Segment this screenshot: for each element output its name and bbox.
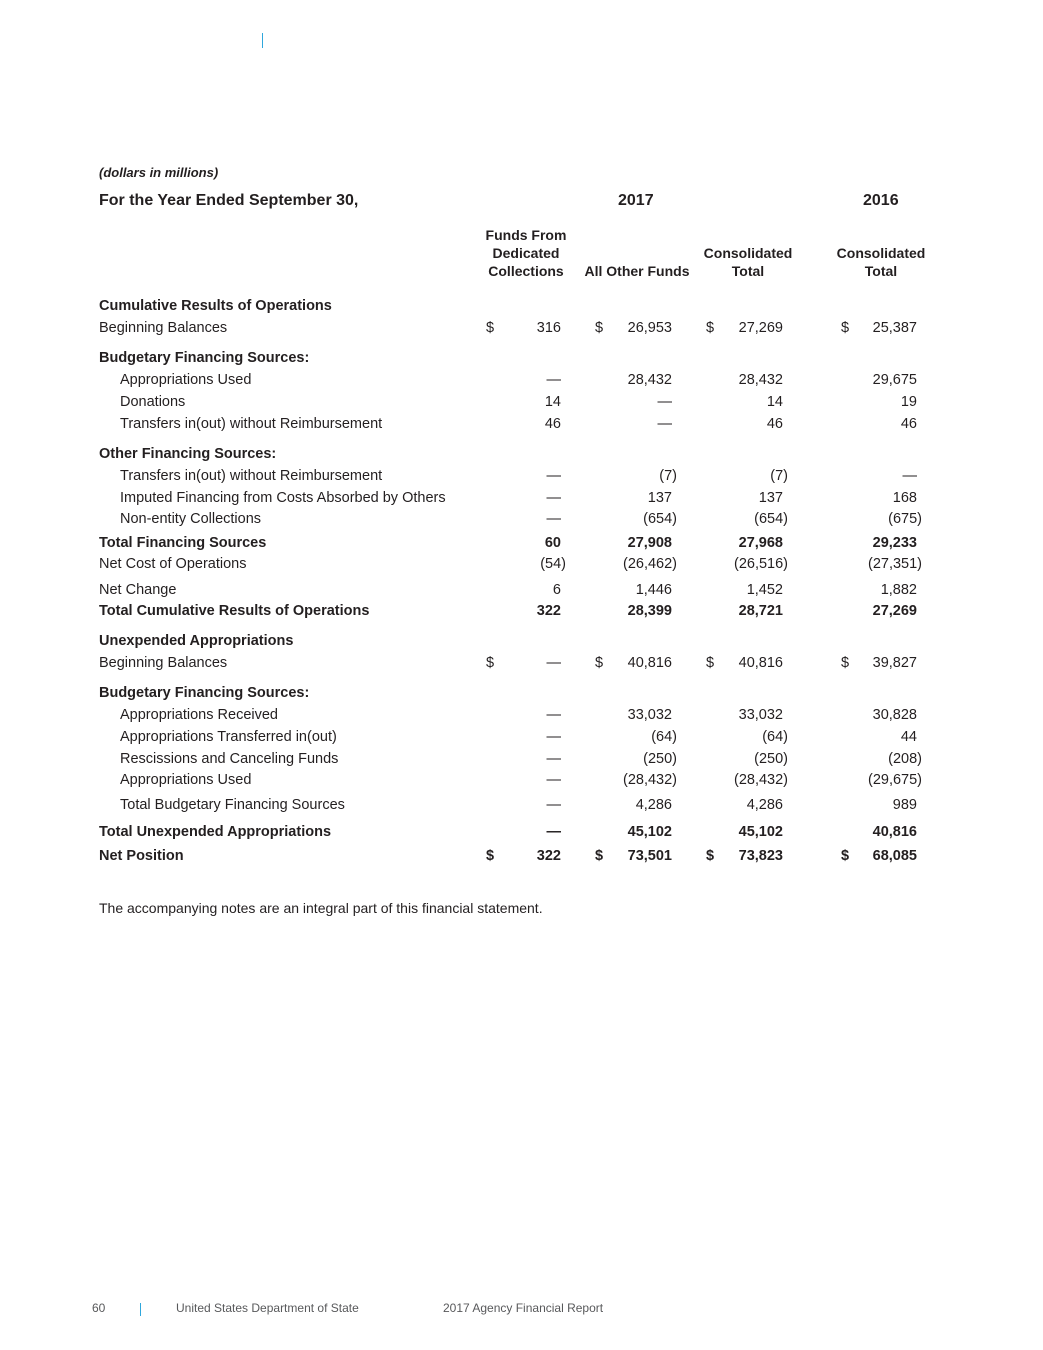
table-row: Non-entity Collections — (654) (654) (675) bbox=[120, 511, 922, 527]
table-row: Appropriations Received — 33,032 33,032 30,828 bbox=[120, 707, 917, 723]
table-row: Beginning Balances $ — $ 40,816 $ 40,816 $ 39,827 bbox=[99, 655, 917, 671]
units-label: (dollars in millions) bbox=[99, 165, 219, 180]
table-row: Appropriations Used — (28,432) (28,432) (29,675) bbox=[120, 772, 922, 788]
table-row: Beginning Balances $ 316 $ 26,953 $ 27,269 $ 25,387 bbox=[99, 320, 917, 336]
footer-divider bbox=[140, 1303, 141, 1316]
section-heading-budgetary-financing: Budgetary Financing Sources: bbox=[99, 685, 310, 701]
table-row-total: Total Unexpended Appropriations — 45,102 45,102 40,816 bbox=[99, 824, 917, 840]
section-heading-cumulative-results: Cumulative Results of Operations bbox=[99, 298, 332, 314]
year-2017-heading: 2017 bbox=[618, 192, 654, 209]
table-row-net-position: Net Position $ 322 $ 73,501 $ 73,823 $ 68,085 bbox=[99, 848, 917, 864]
top-accent-bar bbox=[262, 33, 263, 48]
section-heading-unexpended-appropriations: Unexpended Appropriations bbox=[99, 633, 294, 649]
table-row: Net Change 6 1,446 1,452 1,882 bbox=[99, 582, 917, 598]
col-header-consolidated-2016: Consolidated Total bbox=[836, 245, 926, 279]
table-row-total: Total Financing Sources 60 27,908 27,968 29,233 bbox=[99, 535, 917, 551]
statement-note: The accompanying notes are an integral part of this financial statement. bbox=[99, 900, 543, 916]
table-row: Appropriations Used — 28,432 28,432 29,675 bbox=[120, 372, 917, 388]
col-header-consolidated-2017: Consolidated Total bbox=[703, 245, 793, 279]
year-heading: For the Year Ended September 30, bbox=[99, 192, 359, 209]
section-heading-other-financing: Other Financing Sources: bbox=[99, 446, 277, 462]
section-heading-budgetary-financing: Budgetary Financing Sources: bbox=[99, 350, 310, 366]
table-row-total: Total Cumulative Results of Operations 322 28,399 28,721 27,269 bbox=[99, 603, 917, 619]
table-row: Net Cost of Operations (54) (26,462) (26,516) (27,351) bbox=[99, 556, 922, 572]
year-2016-heading: 2016 bbox=[863, 192, 899, 209]
table-row: Appropriations Transferred in(out) — (64) (64) 44 bbox=[120, 729, 917, 745]
table-row: Donations 14 — 14 19 bbox=[120, 394, 917, 410]
table-row: Transfers in(out) without Reimbursement 46 — 46 46 bbox=[120, 416, 917, 432]
table-row: Rescissions and Canceling Funds — (250) (250) (208) bbox=[120, 751, 922, 767]
footer-report-title: 2017 Agency Financial Report bbox=[443, 1301, 604, 1315]
footer-department: United States Department of State bbox=[176, 1301, 359, 1315]
col-header-funds-dedicated: Funds From Dedicated Collections bbox=[485, 227, 567, 279]
table-row: Total Budgetary Financing Sources — 4,286 4,286 989 bbox=[120, 797, 917, 813]
table-row: Transfers in(out) without Reimbursement — (7) (7) — bbox=[120, 468, 917, 484]
col-header-all-other-funds: All Other Funds bbox=[584, 263, 690, 279]
table-row: Imputed Financing from Costs Absorbed by Others — 137 137 168 bbox=[120, 490, 917, 506]
page-number: 60 bbox=[92, 1301, 106, 1315]
